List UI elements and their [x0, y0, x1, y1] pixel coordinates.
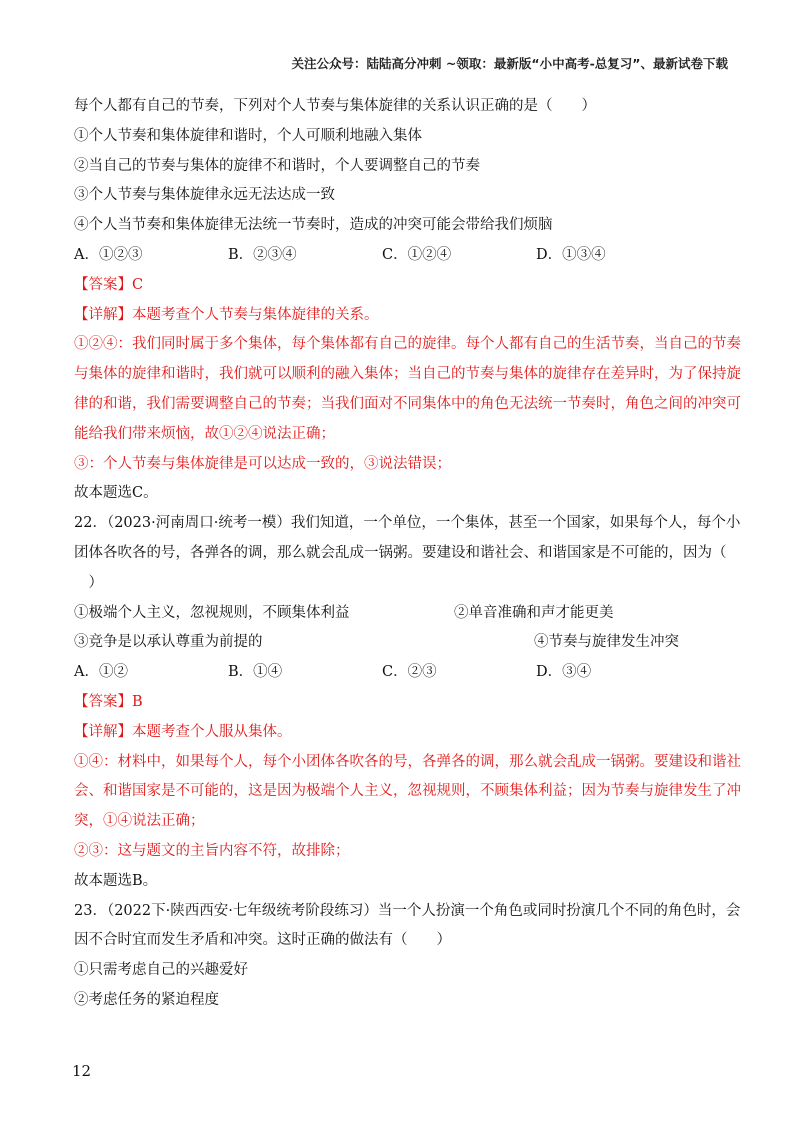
q22-stem-2: 团体各吹各的号，各弹各的调，那么就会乱成一锅粥。要建设和谐社会、和谐国家是不可能的，因为（ — [74, 544, 727, 561]
q21-detail-2: ①②④：我们同时属于多个集体，每个集体都有自己的旋律。每个人都有自己的生活节奏，当自己的节奏 — [74, 336, 741, 353]
q22-detail-1: 【详解】本题考查个人服从集体。 — [74, 723, 292, 740]
q22-options — [74, 658, 734, 688]
q22-items-row-1 — [74, 599, 734, 629]
q21-item-4: ④个人当节奏和集体旋律无法统一节奏时，造成的冲突可能会带给我们烦脑 — [74, 217, 553, 234]
q22-option-a: A．①② — [74, 664, 128, 681]
q22-detail-3: 会、和谐国家是不可能的，这是因为极端个人主义，忽视规则，不顾集体利益；因为节奏与旋律发生了冲 — [74, 783, 741, 800]
q21-detail-3: 与集体的旋律和谐时，我们就可以顺利的融入集体；当自己的节奏与集体的旋律存在差异时，为了保持旋 — [74, 366, 741, 383]
q21-detail-5: 能给我们带来烦恼，故①②④说法正确； — [74, 425, 335, 442]
q22-item-4: ④节奏与旋律发生冲突 — [534, 634, 679, 651]
q21-item-3: ③个人节奏与集体旋律永远无法达成一致 — [74, 187, 335, 204]
q22-detail-2: ①④：材料中，如果每个人，每个小团体各吹各的号，各弹各的调，那么就会乱成一锅粥。要建设和谐社 — [74, 753, 741, 770]
q21-option-c: C．①②④ — [382, 246, 452, 263]
q22-conclusion: 故本题选B。 — [74, 872, 158, 889]
q22-item-2: ②单音准确和声才能更美 — [454, 604, 614, 621]
q22-option-b: B．①④ — [228, 664, 283, 681]
q22-item-3: ③竞争是以承认尊重为前提的 — [74, 634, 263, 651]
answer-tag: 【答案】 — [74, 276, 132, 293]
q22-items-row-2 — [74, 628, 734, 658]
q22-option-c: C．②③ — [382, 664, 437, 681]
q21-item-1: ①个人节奏和集体旋律和谐时，个人可顺利地融入集体 — [74, 127, 422, 144]
q23-stem-1: 23．（2022下·陕西西安·七年级统考阶段练习）当一个人扮演一个角色或同时扮演几个不同的角色时，会 — [74, 902, 741, 919]
q21-detail-4: 律的和谐，我们需要调整自己的节奏；当我们面对不同集体中的角色无法统一节奏时，角色之间的冲突可 — [74, 395, 741, 412]
q23-stem-2: 因不合时宜而发生矛盾和冲突。这时正确的做法有（ ） — [74, 932, 451, 949]
q21-option-d: D．①③④ — [536, 246, 606, 263]
page-content — [74, 92, 741, 1016]
page-number: 12 — [72, 1062, 92, 1080]
q21-detail-6: ③：个人节奏与集体旋律是可以达成一致的，③说法错误； — [74, 455, 451, 472]
q22-detail-4: 突，①④说法正确； — [74, 813, 205, 830]
q22-option-d: D．③④ — [536, 664, 592, 681]
q21-stem: 每个人都有自己的节奏，下列对个人节奏与集体旋律的关系认识正确的是（ ） — [74, 98, 596, 114]
answer-tag: 【答案】 — [74, 693, 132, 710]
answer-value: B — [132, 693, 143, 710]
q23-item-1: ①只需考虑自己的兴趣爱好 — [74, 962, 248, 979]
q21-options — [74, 241, 734, 271]
page-header: 关注公众号：陆陆高分冲刺 ~领取：最新版“小中高考-总复习”、最新试卷下载 — [291, 56, 728, 71]
q22-detail-5: ②③：这与题文的主旨内容不符，故排除； — [74, 842, 350, 859]
answer-value: C — [132, 276, 144, 293]
q22-stem-1: 22．（2023·河南周口·统考一模）我们知道，一个单位，一个集体，甚至一个国家，如果每个人，每个小 — [74, 515, 741, 532]
q21-item-2: ②当自己的节奏与集体的旋律不和谐时，个人要调整自己的节奏 — [74, 157, 480, 174]
q23-item-2: ②考虑任务的紧迫程度 — [74, 991, 219, 1008]
q21-answer — [74, 271, 734, 301]
q22-item-1: ①极端个人主义，忽视规则，不顾集体利益 — [74, 604, 350, 621]
q21-conclusion: 故本题选C。 — [74, 485, 158, 502]
q22-stem-3: ） — [74, 574, 103, 591]
q21-option-b: B．②③④ — [228, 246, 297, 263]
q21-option-a: A．①②③ — [74, 246, 143, 263]
q21-detail-1: 【详解】本题考查个人节奏与集体旋律的关系。 — [74, 306, 379, 323]
q22-answer — [74, 688, 734, 718]
